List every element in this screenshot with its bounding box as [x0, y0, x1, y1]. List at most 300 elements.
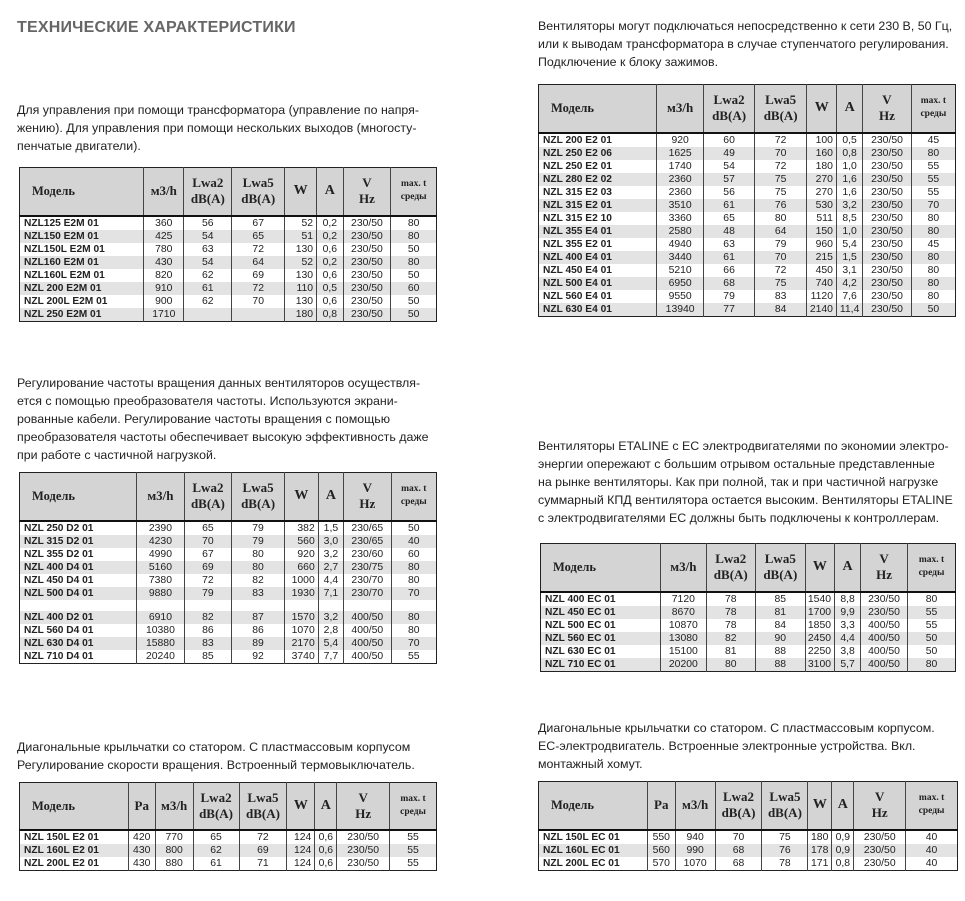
value-cell: 72 — [184, 574, 232, 587]
table-row — [20, 587, 437, 600]
value-cell: 230/50 — [863, 303, 911, 317]
value-cell: 511 — [807, 212, 836, 225]
value-cell: 5,7 — [835, 658, 861, 672]
value-cell: 180 — [285, 308, 317, 322]
table-row — [20, 574, 437, 587]
table-row — [20, 282, 437, 295]
value-cell: 0,6 — [317, 295, 344, 308]
value-cell: 62 — [184, 295, 232, 308]
table-row — [20, 308, 437, 322]
table-row — [20, 243, 437, 256]
value-cell — [344, 600, 392, 611]
value-cell: 230/50 — [854, 857, 906, 871]
value-cell: 85 — [755, 592, 805, 606]
model-cell: NZL 200L E2M 01 — [20, 295, 144, 308]
text-line: Регулирование скорости вращения. Встроенный термовыключатель. — [17, 758, 415, 772]
model-cell: NZL 500 D4 01 — [20, 587, 137, 600]
value-cell: 55 — [407, 831, 419, 843]
value-cell: 800 — [155, 844, 193, 857]
value-cell: 80 — [911, 225, 955, 238]
model-cell: NZL 630 D4 01 — [20, 637, 137, 650]
value-cell: 92 — [232, 650, 285, 664]
value-cell: 230/50 — [863, 199, 911, 212]
value-cell: 230/50 — [863, 225, 911, 238]
value-cell: 84 — [755, 619, 805, 632]
section2-table — [19, 472, 437, 664]
value-cell: 8,8 — [835, 592, 861, 606]
table-row — [539, 844, 958, 857]
value-cell: 76 — [762, 844, 808, 857]
model-cell: NZL 710 D4 01 — [20, 650, 137, 664]
value-cell: 52 — [285, 216, 317, 230]
value-cell — [318, 600, 343, 611]
value-cell: 420 — [128, 830, 155, 844]
value-cell: 0,8 — [317, 308, 344, 322]
value-cell: 230/50 — [863, 147, 911, 160]
value-cell: 70 — [754, 251, 807, 264]
value-cell: 75 — [754, 173, 807, 186]
table-row — [20, 256, 437, 269]
value-cell: 86 — [184, 624, 232, 637]
value-cell: 80 — [391, 561, 436, 574]
table-row — [539, 212, 956, 225]
value-cell: 1,6 — [836, 173, 862, 186]
table-row — [541, 592, 956, 606]
value-cell: 920 — [656, 133, 703, 147]
value-cell: 0,8 — [836, 147, 862, 160]
table-row — [539, 238, 956, 251]
value-cell: 67 — [184, 548, 232, 561]
text-line: при работе с частичной нагрузкой. — [17, 448, 217, 462]
model-cell: NZL 250 D2 01 — [20, 521, 137, 535]
value-cell: 66 — [704, 264, 755, 277]
value-cell: 270 — [807, 186, 836, 199]
model-cell: NZL 200L EC 01 — [539, 857, 648, 871]
value-cell: 1740 — [656, 160, 703, 173]
header-flow: м3/h — [660, 544, 706, 592]
value-cell: 55 — [407, 857, 419, 869]
value-cell: 83 — [184, 637, 232, 650]
value-cell: 900 — [144, 295, 184, 308]
header-model: Модель — [20, 473, 137, 521]
header-model: Модель — [539, 782, 648, 830]
value-cell: 77 — [704, 303, 755, 317]
value-cell: 64 — [754, 225, 807, 238]
table-row — [20, 830, 437, 844]
model-cell: NZL 400 D4 01 — [20, 561, 137, 574]
value-cell — [184, 308, 232, 322]
value-cell: 0,8 — [832, 857, 854, 871]
value-cell: 400/50 — [861, 632, 908, 645]
model-cell: NZL 400 E4 01 — [539, 251, 657, 264]
value-cell: 71 — [239, 857, 287, 871]
value-cell: 230/50 — [343, 230, 391, 243]
value-cell: 3740 — [284, 650, 318, 664]
value-cell: 80 — [911, 147, 955, 160]
model-cell: NZL 250 E2M 01 — [20, 308, 144, 322]
value-cell: 0,5 — [317, 282, 344, 295]
section5-table — [540, 543, 956, 672]
value-cell: 62 — [193, 844, 239, 857]
header-model: Модель — [541, 544, 661, 592]
value-cell: 55 — [927, 186, 940, 198]
value-cell: 1,5 — [836, 251, 862, 264]
table-row — [20, 295, 437, 308]
table-row — [20, 269, 437, 282]
value-cell: 382 — [284, 521, 318, 535]
value-cell: 3,3 — [835, 619, 861, 632]
value-cell: 1850 — [805, 619, 834, 632]
header-flow: м3/h — [675, 782, 715, 830]
value-cell: 1070 — [284, 624, 318, 637]
value-cell: 130 — [285, 243, 317, 256]
value-cell: 72 — [754, 264, 807, 277]
value-cell: 55 — [925, 619, 938, 631]
value-cell: 0,6 — [315, 857, 337, 871]
value-cell: 50 — [925, 645, 938, 657]
text-line: монтажный хомут. — [538, 757, 643, 771]
value-cell: 72 — [232, 282, 285, 295]
model-cell: NZL 250 E2 06 — [539, 147, 657, 160]
value-cell: 230/50 — [343, 269, 391, 282]
value-cell: 230/50 — [863, 290, 911, 303]
value-cell: 8,5 — [836, 212, 862, 225]
value-cell: 3,8 — [835, 645, 861, 658]
value-cell: 0,6 — [317, 243, 344, 256]
header-flow: м3/h — [155, 783, 193, 830]
section3-description — [17, 738, 415, 774]
header-a: A — [835, 544, 861, 592]
text-line: энергии опережают с большим отрывом остальные представленные — [538, 457, 935, 471]
value-cell: 3100 — [805, 658, 834, 672]
value-cell: 400/50 — [344, 624, 392, 637]
text-line: Регулирование частоты вращения данных вентиляторов осуществля- — [17, 376, 421, 390]
value-cell: 0,2 — [317, 256, 344, 269]
value-cell: 4940 — [656, 238, 703, 251]
model-cell: NZL 400 EC 01 — [541, 592, 661, 606]
value-cell: 68 — [704, 277, 755, 290]
value-cell: 230/50 — [343, 243, 391, 256]
value-cell: 80 — [911, 277, 955, 290]
model-cell: NZL 450 EC 01 — [541, 606, 661, 619]
model-cell: NZL 450 E4 01 — [539, 264, 657, 277]
value-cell: 230/50 — [343, 256, 391, 269]
value-cell: 72 — [239, 830, 287, 844]
value-cell: 55 — [911, 173, 955, 186]
value-cell: 560 — [647, 844, 675, 857]
value-cell: 230/70 — [344, 574, 392, 587]
text-line: ЕС-электродвигатель. Встроенные электронные устройства. Вкл. — [538, 739, 916, 753]
table-row — [541, 632, 956, 645]
value-cell: 0,9 — [832, 830, 854, 844]
section5-description — [538, 437, 953, 527]
value-cell: 230/50 — [854, 830, 906, 844]
value-cell: 990 — [675, 844, 715, 857]
header-max-temp: max. t среды — [391, 168, 437, 216]
value-cell: 50 — [408, 522, 420, 534]
value-cell: 1,5 — [318, 521, 343, 535]
value-cell: 80 — [925, 593, 938, 605]
value-cell: 400/50 — [344, 637, 392, 650]
value-cell: 1120 — [807, 290, 836, 303]
text-line: ется с помощью преобразователя частоты. Используются экрани- — [17, 394, 398, 408]
value-cell: 740 — [807, 277, 836, 290]
table-row — [20, 548, 437, 561]
model-cell: NZL 500 EC 01 — [541, 619, 661, 632]
value-cell: 55 — [390, 844, 437, 857]
model-cell: NZL 710 EC 01 — [541, 658, 661, 672]
value-cell: 65 — [704, 212, 755, 225]
value-cell: 80 — [391, 230, 437, 243]
value-cell: 820 — [144, 269, 184, 282]
value-cell: 76 — [754, 199, 807, 212]
value-cell: 230/50 — [854, 844, 906, 857]
value-cell: 78 — [706, 592, 755, 606]
model-cell: NZL 315 E2 03 — [539, 186, 657, 199]
value-cell: 940 — [675, 830, 715, 844]
model-cell: NZL150 E2M 01 — [20, 230, 144, 243]
header-flow: м3/h — [137, 473, 185, 521]
value-cell: 4,4 — [318, 574, 343, 587]
value-cell: 20200 — [660, 658, 706, 672]
value-cell: 50 — [908, 632, 956, 645]
value-cell: 6950 — [656, 277, 703, 290]
value-cell: 5,4 — [836, 238, 862, 251]
value-cell: 61 — [704, 251, 755, 264]
model-cell: NZL 355 E2 01 — [539, 238, 657, 251]
value-cell: 40 — [925, 857, 938, 869]
header-lwa5: Lwa5 dB(A) — [755, 544, 805, 592]
header-voltage: V Hz — [854, 782, 906, 830]
value-cell: 80 — [408, 574, 420, 586]
header-lwa5: Lwa5 dB(A) — [232, 168, 285, 216]
model-cell: NZL 500 E4 01 — [539, 277, 657, 290]
value-cell: 64 — [232, 256, 285, 269]
value-cell: 1700 — [805, 606, 834, 619]
value-cell: 55 — [408, 650, 420, 662]
value-cell: 80 — [408, 624, 420, 636]
model-cell: NZL160L E2M 01 — [20, 269, 144, 282]
value-cell: 55 — [908, 606, 956, 619]
header-voltage: V Hz — [861, 544, 908, 592]
value-cell: 124 — [287, 844, 315, 857]
text-line: Диагональные крыльчатки со статором. С пластмассовым корпусом. — [538, 721, 935, 735]
section4-description — [538, 17, 952, 71]
value-cell: 45 — [927, 134, 940, 146]
value-cell: 230/60 — [344, 548, 392, 561]
model-cell: NZL 560 D4 01 — [20, 624, 137, 637]
value-cell: 7,1 — [318, 587, 343, 600]
value-cell: 78 — [762, 857, 808, 871]
text-line: суммарный КПД вентилятора остается высоким. Вентиляторы ETALINE — [538, 493, 953, 507]
value-cell: 75 — [754, 277, 807, 290]
value-cell: 6910 — [137, 611, 185, 624]
value-cell: 230/50 — [863, 173, 911, 186]
value-cell: 63 — [184, 243, 232, 256]
value-cell: 3,2 — [318, 548, 343, 561]
table-row — [20, 650, 437, 664]
header-max-temp: max. t среды — [908, 544, 956, 592]
value-cell: 425 — [144, 230, 184, 243]
value-cell: 89 — [232, 637, 285, 650]
value-cell: 230/50 — [343, 308, 391, 322]
value-cell: 84 — [754, 303, 807, 317]
header-voltage: V Hz — [344, 473, 392, 521]
value-cell: 1570 — [284, 611, 318, 624]
value-cell: 7,7 — [318, 650, 343, 664]
section6-description — [538, 719, 935, 773]
value-cell: 1540 — [805, 592, 834, 606]
table-row — [20, 561, 437, 574]
header-pa: Pa — [128, 783, 155, 830]
header-flow: м3/h — [656, 85, 703, 133]
value-cell: 56 — [704, 186, 755, 199]
value-cell: 430 — [128, 844, 155, 857]
value-cell: 2580 — [656, 225, 703, 238]
text-line: рованные кабели. Регулирование частоты вращения с помощью — [17, 412, 391, 426]
value-cell: 60 — [704, 133, 755, 147]
value-cell: 1070 — [675, 857, 715, 871]
value-cell: 3,0 — [318, 535, 343, 548]
value-cell: 4230 — [137, 535, 185, 548]
value-cell: 2250 — [805, 645, 834, 658]
value-cell: 780 — [144, 243, 184, 256]
value-cell: 81 — [706, 645, 755, 658]
value-cell — [137, 600, 185, 611]
value-cell: 54 — [704, 160, 755, 173]
table-row — [539, 251, 956, 264]
value-cell: 920 — [284, 548, 318, 561]
header-max-temp: max. t среды — [911, 85, 955, 133]
value-cell: 1000 — [284, 574, 318, 587]
value-cell: 430 — [128, 857, 155, 871]
value-cell: 230/50 — [343, 295, 391, 308]
value-cell: 660 — [284, 561, 318, 574]
header-lwa5: Lwa5 dB(A) — [239, 783, 287, 830]
model-cell: NZL 315 D2 01 — [20, 535, 137, 548]
value-cell: 4990 — [137, 548, 185, 561]
text-line: жению). Для управления при помощи нескольких выходов (многосту- — [17, 121, 417, 135]
header-w: W — [805, 544, 834, 592]
value-cell: 62 — [184, 269, 232, 282]
header-max-temp: max. t среды — [390, 783, 437, 830]
value-cell: 10870 — [660, 619, 706, 632]
value-cell: 2450 — [805, 632, 834, 645]
value-cell: 230/50 — [343, 282, 391, 295]
value-cell: 230/65 — [344, 535, 392, 548]
value-cell: 82 — [184, 611, 232, 624]
value-cell: 3,2 — [318, 611, 343, 624]
header-lwa2: Lwa2 dB(A) — [715, 782, 762, 830]
header-w: W — [284, 473, 318, 521]
text-line: с электродвигателями ЕС должны быть подключены к контроллерам. — [538, 511, 940, 525]
value-cell: 15880 — [137, 637, 185, 650]
value-cell: 1,0 — [836, 225, 862, 238]
table-row — [539, 173, 956, 186]
text-line: Вентиляторы ETALINE с ЕС электродвигателями по экономии электро- — [538, 439, 949, 453]
value-cell: 80 — [706, 658, 755, 672]
value-cell: 570 — [647, 857, 675, 871]
value-cell: 9,9 — [835, 606, 861, 619]
model-cell: NZL 400 D2 01 — [20, 611, 137, 624]
model-cell: NZL 315 E2 01 — [539, 199, 657, 212]
value-cell: 80 — [927, 212, 940, 224]
value-cell: 2,7 — [318, 561, 343, 574]
value-cell: 83 — [754, 290, 807, 303]
value-cell: 550 — [647, 830, 675, 844]
table-row — [20, 600, 437, 611]
table-row — [20, 611, 437, 624]
value-cell: 1710 — [144, 308, 184, 322]
value-cell: 50 — [407, 243, 420, 255]
value-cell: 88 — [755, 658, 805, 672]
value-cell: 1,6 — [836, 186, 862, 199]
value-cell: 530 — [807, 199, 836, 212]
value-cell: 61 — [184, 282, 232, 295]
text-line: Для управления при помощи трансформатора (управление по напря- — [17, 103, 419, 117]
value-cell: 7120 — [660, 592, 706, 606]
value-cell: 400/50 — [861, 645, 908, 658]
value-cell: 171 — [808, 857, 832, 871]
header-voltage: V Hz — [337, 783, 390, 830]
value-cell: 230/50 — [337, 844, 390, 857]
value-cell: 2390 — [137, 521, 185, 535]
value-cell: 0,5 — [836, 133, 862, 147]
value-cell: 70 — [754, 147, 807, 160]
value-cell: 2140 — [807, 303, 836, 317]
value-cell: 87 — [232, 611, 285, 624]
value-cell: 230/50 — [861, 592, 908, 606]
value-cell: 45 — [927, 238, 940, 250]
table-row — [20, 230, 437, 243]
value-cell: 5210 — [656, 264, 703, 277]
value-cell: 150 — [807, 225, 836, 238]
value-cell: 0,6 — [317, 269, 344, 282]
value-cell: 60 — [391, 282, 437, 295]
value-cell: 80 — [232, 548, 285, 561]
value-cell: 180 — [808, 830, 832, 844]
value-cell: 80 — [232, 561, 285, 574]
section4-table — [538, 84, 956, 317]
value-cell: 13080 — [660, 632, 706, 645]
value-cell: 160 — [807, 147, 836, 160]
model-cell: NZL 355 D2 01 — [20, 548, 137, 561]
value-cell: 78 — [706, 606, 755, 619]
header-lwa2: Lwa2 dB(A) — [193, 783, 239, 830]
value-cell: 430 — [144, 256, 184, 269]
value-cell: 3360 — [656, 212, 703, 225]
table-row — [541, 619, 956, 632]
value-cell: 79 — [184, 587, 232, 600]
value-cell: 65 — [232, 230, 285, 243]
model-cell: NZL 315 E2 10 — [539, 212, 657, 225]
table-row — [20, 216, 437, 230]
table-row — [20, 844, 437, 857]
value-cell: 230/50 — [343, 216, 391, 230]
section2-description — [17, 374, 429, 464]
value-cell: 82 — [232, 574, 285, 587]
value-cell: 80 — [927, 290, 940, 302]
section6-table — [538, 781, 958, 871]
header-max-temp: max. t среды — [906, 782, 958, 830]
value-cell: 230/65 — [344, 521, 392, 535]
value-cell: 80 — [391, 256, 437, 269]
value-cell: 4,2 — [836, 277, 862, 290]
header-lwa2: Lwa2 dB(A) — [704, 85, 755, 133]
header-lwa5: Lwa5 dB(A) — [754, 85, 807, 133]
value-cell: 70 — [715, 830, 762, 844]
table-row — [20, 857, 437, 871]
